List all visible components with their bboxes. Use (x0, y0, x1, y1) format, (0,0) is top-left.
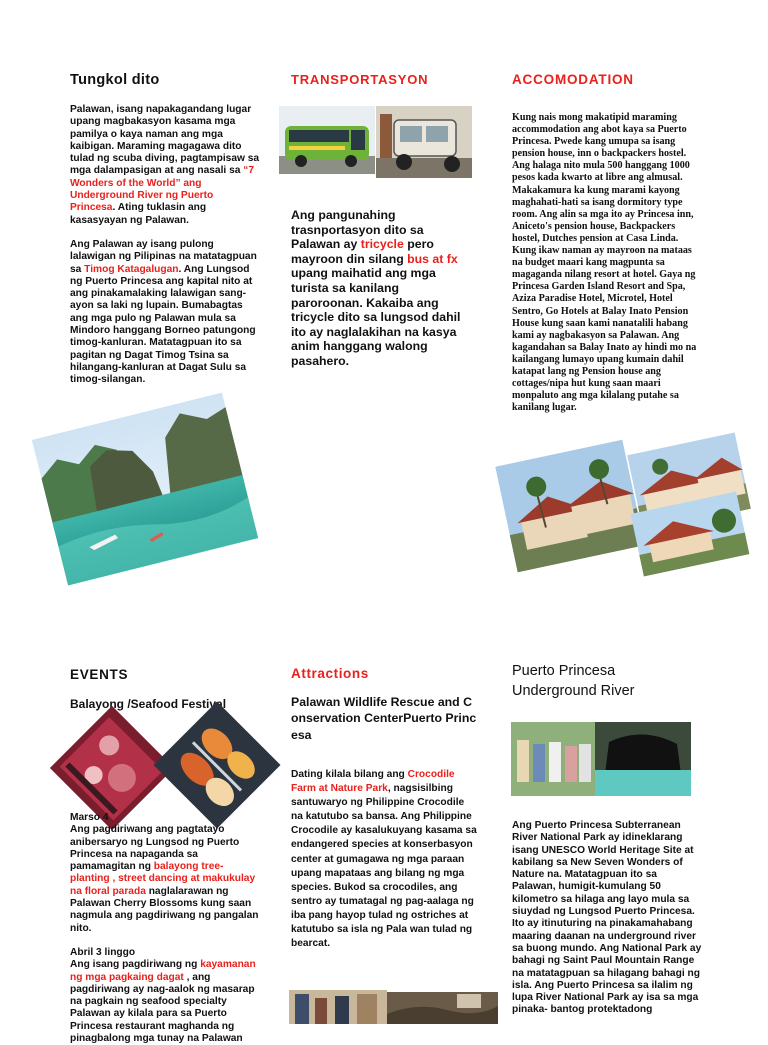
highlighted-text: “7 Wonders of the World” ang Underground River ng Puerto Princesa (70, 165, 255, 214)
tricycle-photo (376, 106, 472, 178)
text-run: , ang pagdiriwang ay nag-aalok ng masarap na pagkain ng seafood specialty Palawan ay kilala para sa Puerto Princesa restaurant maghanda ng pinagbalong mga tunay na Palawan (70, 971, 255, 1045)
events-section (70, 812, 260, 1045)
text-run: Ang pangunahing trasnportasyon dito sa Palawan ay (291, 208, 424, 252)
events-heading: EVENTS (70, 667, 129, 682)
events-date-1: Marso 4 (70, 812, 109, 823)
accommodation-section (512, 112, 702, 414)
crocodile-photo (387, 992, 498, 1024)
text-run: Palawan, isang napakagandang lugar upang magbakasyon kasama mga pamilya o kaya naman ang mga kaibigan. Maraming magagawa dito tulad ng scuba diving, pagtampisaw sa mga dalampasigan at ang nasali sa (70, 104, 260, 177)
underground-river-section (512, 820, 702, 1017)
highlighted-text: Timog Katagalugan (84, 263, 179, 275)
highlighted-text: kayamanan ng mga pagkaing dagat (70, 959, 256, 983)
text-run: Ang Palawan ay isang pulong lalawigan ng Pilipinas na matatagpuan sa (70, 238, 257, 275)
text-run: Ang isang pagdiriwang ng (70, 959, 201, 971)
underground-river-photo (511, 722, 691, 796)
underground-river-heading: Puerto Princesa Underground River (512, 663, 635, 699)
events-paragraph-2 (70, 959, 260, 1045)
transport-heading: TRANSPORTASYON (291, 72, 429, 87)
attractions-paragraph (291, 768, 477, 951)
text-run: . Ating tuklasin ang kasasyayan ng Palawan. (70, 202, 207, 226)
bus-photo (279, 106, 375, 174)
about-paragraph-1 (70, 104, 260, 227)
transport-section (291, 208, 461, 369)
text-run: . Ang Lungsod ng Puerto Princesa ang kapital nito at ang pinakamalaking lalawigan sang-ayon sa laki ng lupain. Bumabagtas ang mga pulo ng Palawan mula sa Mindoro hanggang Borneo patungong timog-kanluran. Matatagpuan ito sa pagitan ng Dagat Timog Tsina sa hilangang-kanluran at Dagat Sulu sa timog-silangan. (70, 263, 256, 386)
underground-river-paragraph: Ang Puerto Princesa Subterranean River National Park ay idineklarang isang UNESCO World Heritage Site at kabilang sa New Seven Wonders of Nature na. Matatagpuan ito sa Palawan, humigit-kumulang 50 kilometro sa hilaga ang layo mula sa siuydad ng Lungsod Puerto Princesa. Ito ay itinuturing na pinakamahabang maaring daanan na underground river sa buong mundo. Ang National Park ay bahagi ng Saint Paul Mountain Range na matatagpuan sa hilagang bahagi ng isla. Ang Puerto Princesa sa ilalim ng lupa River National Park ay isa sa mga pinaka- bantog protektadong (512, 820, 702, 1016)
highlighted-text: Crocodile Farm at Nature Park (291, 769, 455, 795)
accommodation-paragraph: Kung nais mong makatipid maraming accommodation ang abot kaya sa Puerto Princesa. Pwede kang umupa sa isang pension house, inn o backpackers hostel. Ang halaga nito mula 500 hanggang 1000 pesos kada kwarto at libre ang almusal. Makakamura ka kung marami kayong maghahati-hati sa isang dormitory type room. Ang alin sa mga ito ay Princesa inn, Aniceto's pension house, Backpackers hostel, Dutches pension at Casa Linda. Kung ikaw naman ay mayroon na mataas na budget maari kang magpunta sa magaganda nilang resort at hotel. Gaya ng Princesa Garden Island Resort and Spa, Aziza Paradise Hotel, Microtel, Hotel Sentro, Go Hotels at Balay Inato Pension House kung saan kami nanatalili habang kami ay nagbakasyon sa Palawan. Ang kagandahan sa Balay Inato ay hindi mo na kailangang lumayo upang kumain dahil katapat lang ng Pension house ang cottages/nipa hut kung saan maari monpaluto ang mga kilalang putahe sa kanilang lugar. (512, 112, 697, 414)
attractions-subheading: Palawan Wildlife Rescue and Conservation CenterPuerto Princesa (291, 695, 477, 742)
accommodation-heading: ACCOMODATION (512, 72, 634, 87)
seafood-photo (153, 701, 280, 828)
el-nido-lagoon-photo (32, 393, 258, 586)
highlighted-text: bus at fx (407, 251, 458, 266)
attractions-heading: Attractions (291, 666, 369, 681)
text-run: , nagsisilbing santuwaryo ng Philippine Crocodile na katutubo sa bansa. Ang Philippine Crocodile ay kasalukuyang kasama sa endangered species at konserbasyon center at gumagawa ng mga paraan upang mapataas ang bilang ng mga species. Bukod sa crocodiles, ang sentro ay tumatagal ng pag-aalaga ng iba pang hayop tulad ng ostriches at katutubo sa isla ng Pala wan tulad ng bearcat. (291, 783, 477, 950)
about-paragraph-2 (70, 239, 260, 387)
resort-photo-1 (495, 440, 645, 573)
text-run: Ang pagdiriwang ang pagtatayo anibersaryo ng Lungsod ng Puerto Princesa na napaganda sa pamamagitan ng (70, 824, 240, 873)
events-date-2: Abril 3 linggo (70, 946, 136, 958)
events-subheading: Balayong /Seafood Festival (70, 697, 227, 711)
highlighted-text: balayong tree-planting , street dancing at makukulay na floral parada (70, 861, 256, 897)
about-heading: Tungkol dito (70, 72, 160, 88)
attractions-section (291, 768, 477, 951)
highlighted-text: tricycle (360, 237, 404, 252)
text-run: upang maihatid ang mga turista sa kanilang paroroonan. Kakaiba ang tricycle dito sa lungsod dahil ito ay naglalakihan na kasya anim hanggang walong pasahero. (291, 266, 461, 368)
wildlife-center-photo (289, 990, 387, 1024)
text-run: Dating kilala bilang ang (291, 769, 408, 780)
text-run: pero mayroon din silang (291, 237, 434, 266)
text-run: naglalarawan ng Palawan Cherry Blossoms kung saan nagmula ang pagdiriwang ng pangalan nito. (70, 885, 259, 934)
about-section (70, 104, 260, 387)
events-paragraph-1 (70, 824, 260, 935)
transport-paragraph (291, 208, 461, 369)
